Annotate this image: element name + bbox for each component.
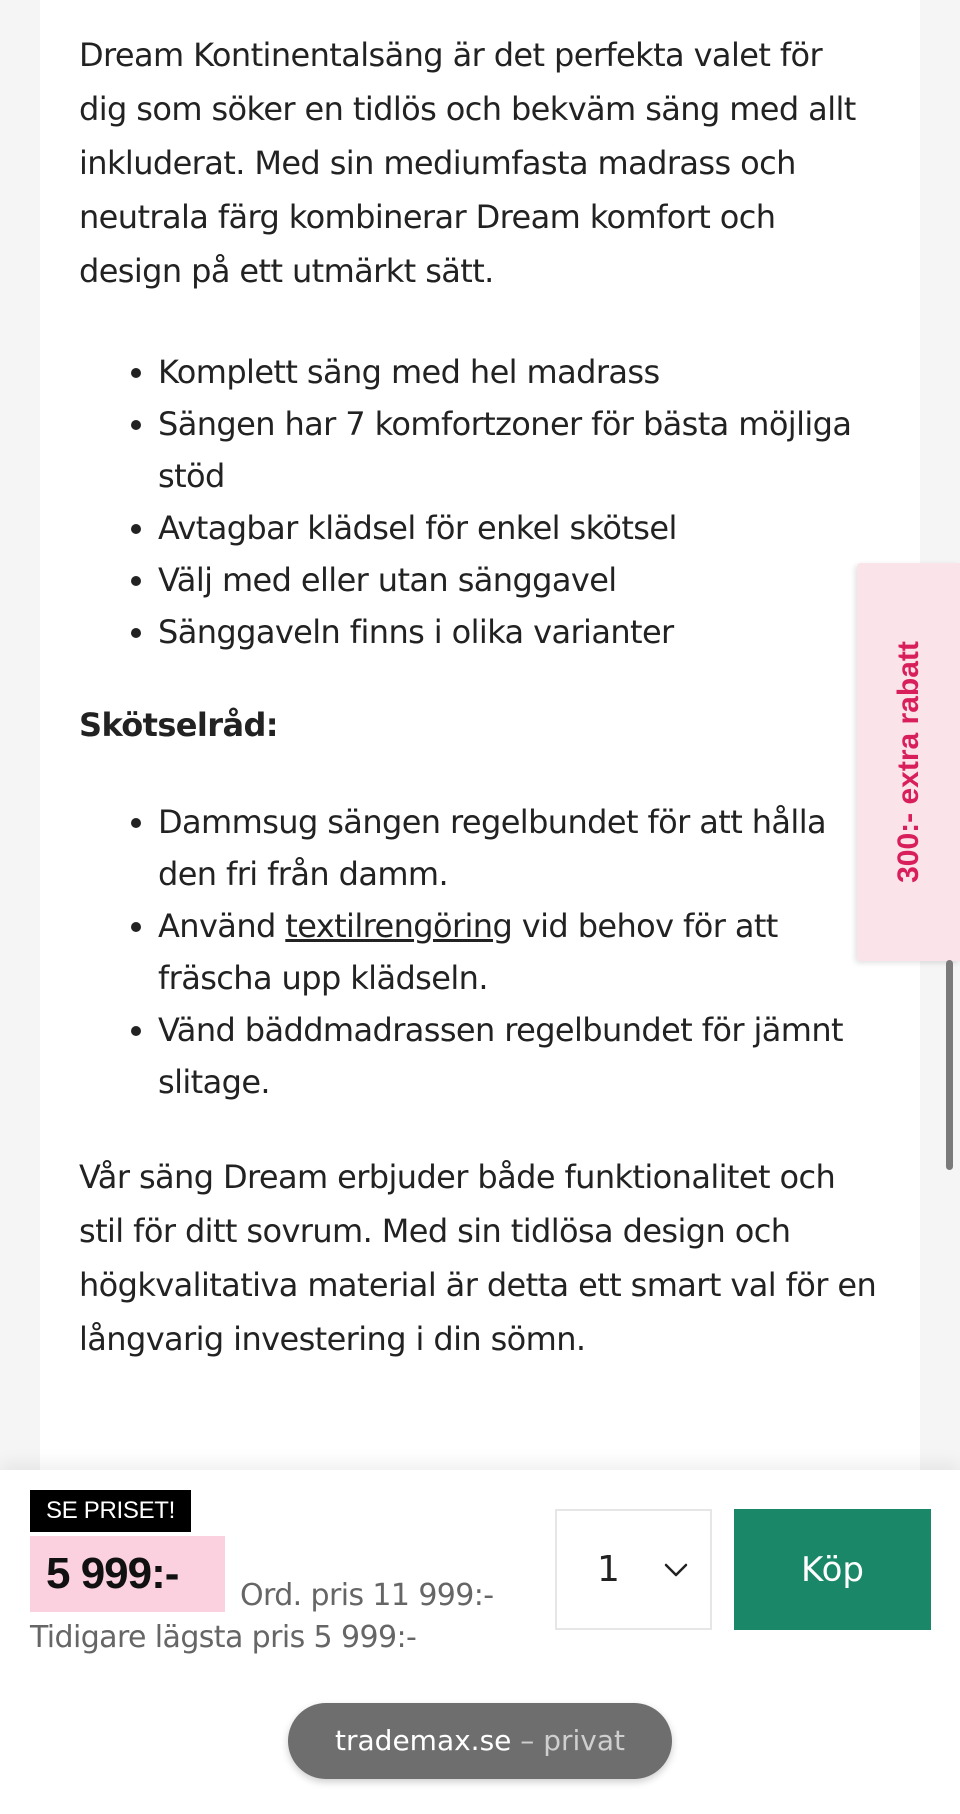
product-description <box>79 28 879 1366</box>
see-price-badge: SE PRISET! <box>30 1490 191 1532</box>
feature-list <box>79 346 879 658</box>
ordinary-price: Ord. pris 11 999:- <box>240 1578 494 1613</box>
url-domain: trademax.se <box>335 1724 512 1757</box>
price-highlight <box>30 1536 225 1612</box>
care-tip-text: Använd <box>158 907 286 945</box>
care-tip-text: vid behov för att fräscha upp klädseln. <box>158 907 778 997</box>
lowest-price: Tidigare lägsta pris 5 999:- <box>30 1620 417 1655</box>
buy-button[interactable]: Köp <box>734 1509 931 1630</box>
extra-discount-tab[interactable] <box>857 563 960 961</box>
list-item: • Avtagbar klädsel för enkel skötsel <box>158 502 879 554</box>
chevron-down-icon <box>662 1556 690 1584</box>
textile-cleaning-link[interactable]: textilrengöring <box>285 907 513 945</box>
browser-url-bar[interactable] <box>288 1703 672 1779</box>
current-price: 5 999:- <box>46 1549 179 1598</box>
scrollbar[interactable] <box>946 960 953 1170</box>
list-item: • Dammsug sängen regelbundet för att hålla den fri från damm. <box>158 796 879 900</box>
private-mode-label: – privat <box>511 1724 625 1757</box>
description-outro: Vår säng Dream erbjuder både funktionalitet och stil för ditt sovrum. Med sin tidlösa design och högkvalitativa material är detta ett smart val för en långvarig investering i din sömn. <box>79 1158 877 1358</box>
description-intro: Dream Kontinentalsäng är det perfekta valet för dig som söker en tidlös och bekväm säng med allt inkluderat. Med sin mediumfasta madrass och neutrala färg kombinerar Dream komfort och design på ett utmärkt sätt. <box>79 36 856 290</box>
care-tips-list <box>79 796 879 1108</box>
list-item: • Välj med eller utan sänggavel <box>158 554 879 606</box>
quantity-select[interactable] <box>555 1509 712 1630</box>
quantity-value: 1 <box>597 1549 620 1590</box>
list-item: • Sänggaveln finns i olika varianter <box>158 606 879 658</box>
list-item: • Komplett säng med hel madrass <box>158 346 879 398</box>
care-heading: Skötselråd: <box>79 706 278 744</box>
extra-discount-label: 300:- extra rabatt <box>891 641 925 883</box>
list-item: • Sängen har 7 komfortzoner för bästa möjliga stöd <box>158 398 879 502</box>
list-item <box>158 900 879 1004</box>
list-item: • Vänd bäddmadrassen regelbundet för jämnt slitage. <box>158 1004 879 1108</box>
